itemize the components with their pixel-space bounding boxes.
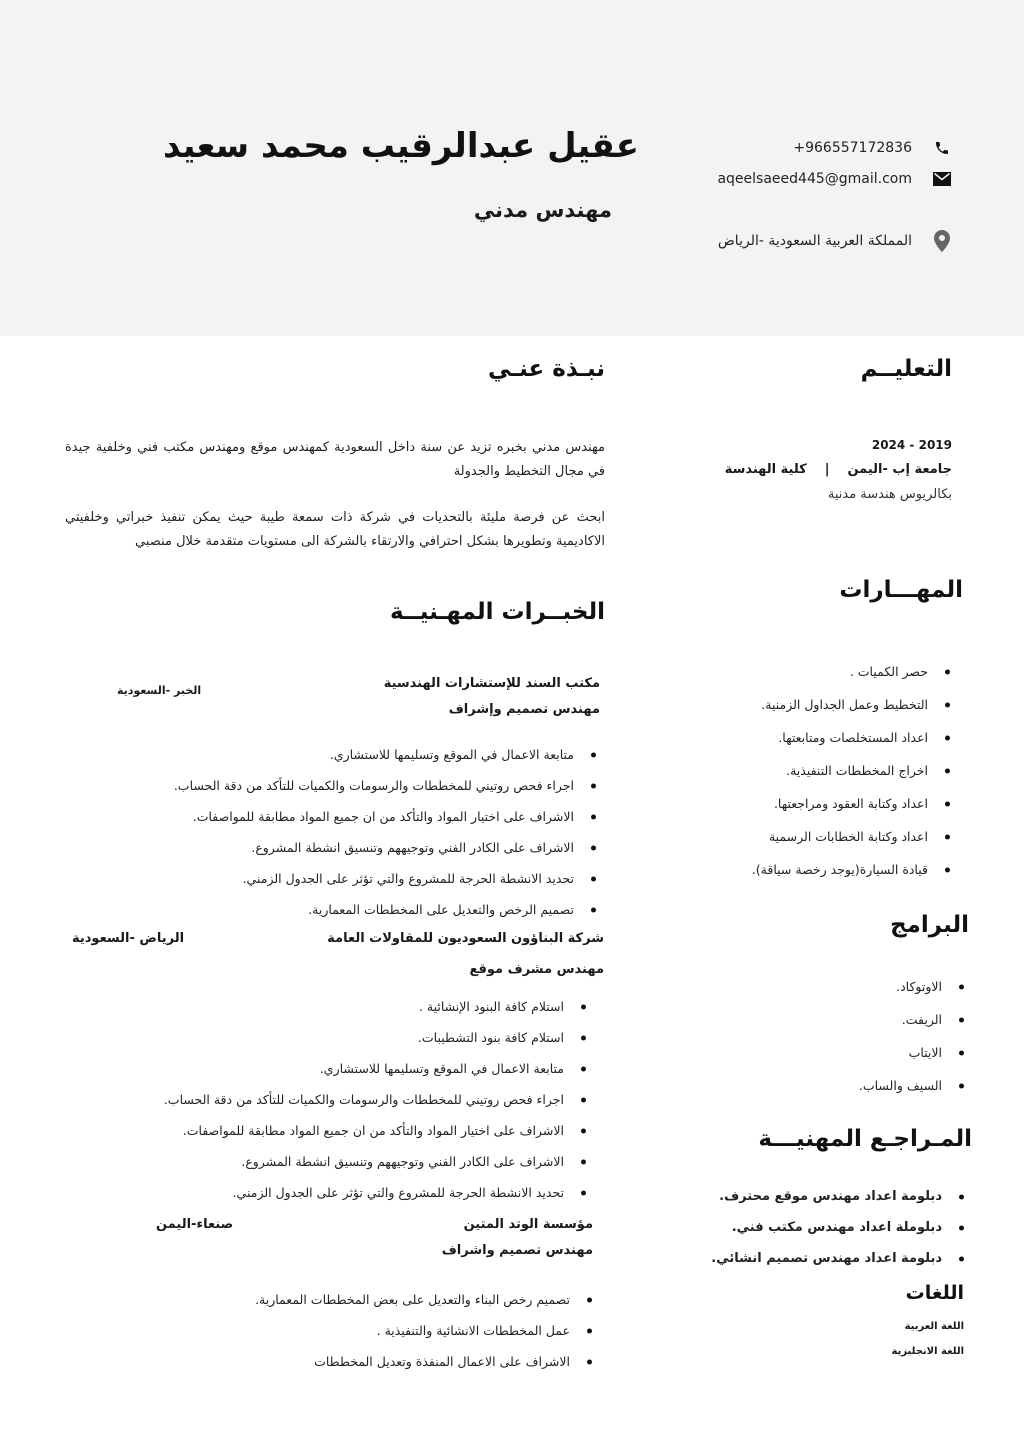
about-heading: نبـذة عنـي: [488, 356, 605, 382]
job-location: الخبر -السعودية: [117, 684, 202, 697]
list-item: الاشراف على الاعمال المنفذة وتعديل المخططات: [255, 1346, 596, 1377]
envelope-icon: [932, 172, 952, 186]
education-institution: [725, 462, 952, 477]
list-item: دبلومة اعداد مهندس موقع محترف.: [711, 1181, 968, 1212]
language-item: اللغة الانجليزية: [891, 1346, 964, 1357]
list-item: الاشراف على الكادر الفني وتوجيههم وتنسيق انشطة المشروع.: [174, 832, 600, 863]
list-item: استلام كافة البنود الإنشائية .: [164, 991, 590, 1022]
list-item: دبلوملة اعداد مهندس مكتب فني.: [711, 1212, 968, 1243]
references-heading: المـراجـع المهنيـــة: [758, 1126, 972, 1152]
candidate-title: مهندس مدني: [473, 198, 612, 222]
list-item: الايتاب: [859, 1036, 968, 1069]
list-item: الاشراف على اختيار المواد والتأكد من ان جميع المواد مطابقة للمواصفات.: [164, 1115, 590, 1146]
education-degree: بكالريوس هندسة مدنية: [827, 487, 952, 502]
education-years: 2024 - 2019: [871, 438, 952, 452]
candidate-name: عقيل عبدالرقيب محمد سعيد: [162, 126, 639, 166]
email-address[interactable]: aqeelsaeed445@gmail.com: [717, 171, 912, 187]
phone-icon: [932, 140, 952, 156]
software-heading: البرامج: [890, 912, 969, 938]
job-role: مهندس تصميم واشراف: [441, 1243, 593, 1258]
job-role: مهندس تصميم وإشراف: [448, 702, 600, 717]
map-pin-icon: [932, 230, 952, 252]
separator: |: [824, 462, 830, 477]
list-item: الريفت.: [859, 1003, 968, 1036]
skills-list: [752, 655, 954, 886]
experience-heading: الخبــرات المهـنيــة: [390, 599, 605, 625]
list-item: الاوتوكاد.: [859, 970, 968, 1003]
list-item: استلام كافة بنود التشطيبات.: [164, 1022, 590, 1053]
job-company: مؤسسة الوتد المتين: [463, 1217, 593, 1232]
list-item: عمل المخططات الانشائية والتنفيذية .: [255, 1315, 596, 1346]
list-item: السيف والساب.: [859, 1069, 968, 1102]
phone-number[interactable]: +966557172836: [793, 140, 912, 156]
skills-heading: المهـــارات: [839, 577, 963, 603]
job-location: الرياض -السعودية: [72, 931, 185, 946]
list-item: تحديد الانشطة الحرجة للمشروع والتي تؤثر على الجدول الزمني.: [164, 1177, 590, 1208]
location-text: المملكة العربية السعودية -الرياض: [717, 233, 912, 249]
list-item: اجراء فحص روتيني للمخططات والرسومات والكميات للتأكد من دقة الحساب.: [164, 1084, 590, 1115]
about-paragraph-2: ابحث عن فرصة مليئة بالتحديات في شركة ذات سمعة طيبة حيث يمكن تنفيذ خبراتي وخلفيتي الاكاديمية وتطويرها بشكل احترافي والارتقاء بالشركة الى مستويات متقدمة خلال منصبي: [65, 510, 605, 549]
list-item: متابعة الاعمال في الموقع وتسليمها للاستشاري.: [174, 739, 600, 770]
list-item: التخطيط وعمل الجداول الزمنية.: [752, 688, 954, 721]
job-company: مكتب السند للإستشارات الهندسية: [383, 676, 600, 691]
education-heading: التعليــم: [860, 356, 952, 382]
job-company: شركة البناؤون السعوديون للمقاولات العامة: [327, 931, 604, 946]
list-item: تصميم رخص البناء والتعديل على بعض المخططات المعمارية.: [255, 1284, 596, 1315]
list-item: الاشراف على الكادر الفني وتوجيههم وتنسيق انشطة المشروع.: [164, 1146, 590, 1177]
list-item: اخراج المخططات التنفيذية.: [752, 754, 954, 787]
list-item: حصر الكميات .: [752, 655, 954, 688]
list-item: اعداد وكتابة الخطابات الرسمية: [752, 820, 954, 853]
faculty-name: كلية الهندسة: [724, 462, 807, 477]
contact-location: [718, 230, 952, 252]
job-duties-list: [255, 1284, 596, 1377]
list-item: اجراء فحص روتيني للمخططات والرسومات والكميات للتأكد من دقة الحساب.: [174, 770, 600, 801]
about-paragraph-1: مهندس مدني بخبره تزيد عن سنة داخل السعودية كمهندس موقع ومهندس مكتب فني وخلفية جيدة في مجال التخطيط والجدولة: [65, 440, 605, 479]
university-name: جامعة إب -اليمن: [847, 462, 952, 477]
list-item: تصميم الرخص والتعديل على المخططات المعمارية.: [174, 894, 600, 925]
list-item: متابعة الاعمال في الموقع وتسليمها للاستشاري.: [164, 1053, 590, 1084]
list-item: دبلومة اعداد مهندس تصميم انشائي.: [711, 1243, 968, 1274]
header-banner: [0, 0, 1024, 336]
job-role: مهندس مشرف موقع: [469, 962, 604, 977]
contact-phone: [793, 140, 952, 156]
list-item: قيادة السيارة(يوجد رخصة سياقة).: [752, 853, 954, 886]
list-item: اعداد وكتابة العقود ومراجعتها.: [752, 787, 954, 820]
job-duties-list: [174, 739, 600, 925]
languages-heading: اللغات: [905, 1282, 964, 1304]
list-item: تحديد الانشطة الحرجة للمشروع والتي تؤثر على الجدول الزمني.: [174, 863, 600, 894]
contact-email: [717, 171, 952, 187]
list-item: الاشراف على اختيار المواد والتأكد من ان جميع المواد مطابقة للمواصفات.: [174, 801, 600, 832]
software-list: [859, 970, 968, 1102]
list-item: اعداد المستخلصات ومتابعتها.: [752, 721, 954, 754]
job-duties-list: [164, 991, 590, 1208]
references-list: [711, 1181, 968, 1274]
job-location: صنعاء-اليمن: [156, 1217, 234, 1232]
language-item: اللغة العربية: [904, 1321, 964, 1332]
